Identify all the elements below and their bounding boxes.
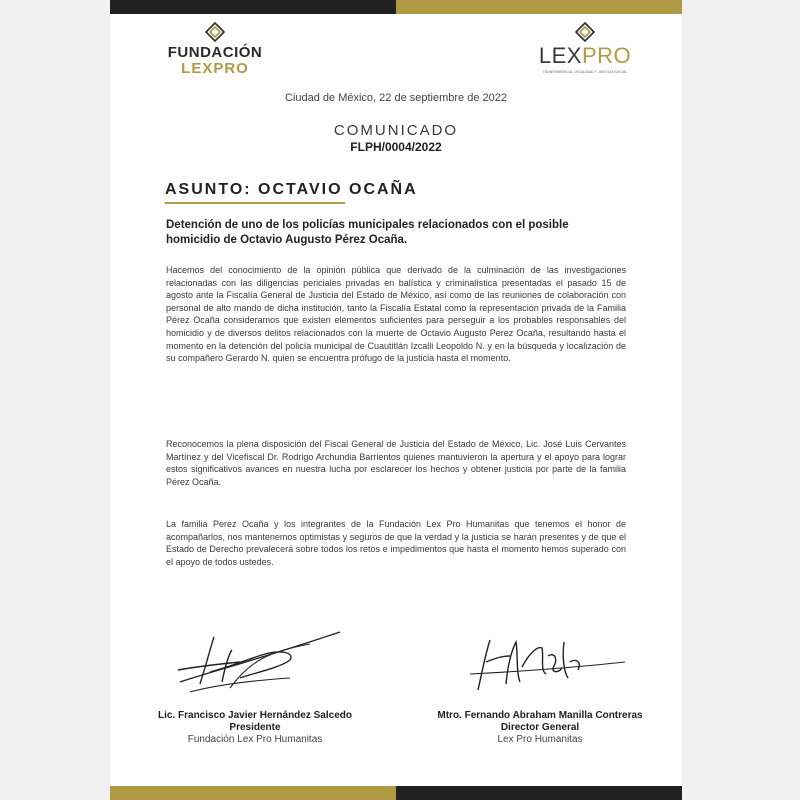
right-logo-part2: PRO bbox=[581, 43, 632, 68]
right-logo-part1: LEX bbox=[538, 43, 582, 68]
signature-block-right bbox=[405, 710, 675, 746]
signer-name-left: Lic. Francisco Javier Hernández Salcedo bbox=[158, 710, 352, 721]
lexpro-logo bbox=[530, 22, 640, 74]
signer-name-right: Mtro. Fernando Abraham Manilla Contreras bbox=[437, 710, 643, 721]
signature-block-left bbox=[120, 710, 390, 746]
document-type: COMUNICADO bbox=[333, 122, 459, 139]
left-logo-line1: FUNDACIÓN bbox=[167, 44, 263, 61]
top-color-bar bbox=[110, 0, 682, 14]
signer-role-left: Presidente bbox=[229, 722, 281, 733]
paragraph-1: Hacemos del conocimiento de la opinión pública que derivado de la culminación de las investigaciones relacionadas con las diligencias periciales privadas en balística y criminalística presentadas el pasado 15 de agosto ante la Fiscalía General de Justicia del Estado de México, así como de las reuniones de colaboración con personal de alto mando de dicha institución, tanto la Fiscalía Estatal como la representación privada de la Familia Pérez Ocaña consideramos que existen elementos suficientes para perseguir a los probables responsables del homicidio y de diversos delitos relacionados con la muerte de Octavio Augusto Perez Ocaña, resultando hasta el momento en la detención del policía municipal de Cuautitlán Izcalli Leopoldo N. y en la búsqueda y localización de su compañero Gerardo N. quien se encuentra prófugo de la justicia hasta el momento. bbox=[166, 265, 626, 364]
document-folio: FLPH/0004/2022 bbox=[350, 140, 442, 154]
left-logo-line2: LEXPRO bbox=[181, 60, 249, 77]
bottom-color-bar bbox=[110, 786, 682, 800]
paragraph-3: La familia Perez Ocaña y los integrantes de la Fundación Lex Pro Humanitas que tenemos el honor de acompañarlos, nos mantenemos optimistas y seguros de que la verdad y la justicia se harán presentes y de que el Estado de Derecho prevalecerá sobre todos los retos e impedimentos que hasta el momento hemos superado con el apoyo de todos ustedes. bbox=[166, 519, 626, 567]
fundacion-logo-icon bbox=[205, 22, 225, 42]
signature-right bbox=[450, 622, 630, 702]
right-logo-wordmark bbox=[530, 44, 640, 68]
paragraph-2: Reconocemos la plena disposición del Fiscal General de Justicia del Estado de México, Lic. José Luis Cervantes Martínez y del Vicefiscal Dr. Rodrigo Archundia Barrientos quienes mantuvieron la apertura y el apoyo para lograr estos significativos avances en nuestra lucha por esclarecer los hechos y obtener justicia por parte de la familia Pérez Ocaña. bbox=[166, 439, 626, 487]
subject-heading: ASUNTO: OCTAVIO OCAÑA bbox=[165, 181, 418, 198]
signer-role-right: Director General bbox=[500, 722, 580, 733]
signer-org-right: Lex Pro Humanitas bbox=[497, 734, 583, 745]
fundacion-lexpro-logo bbox=[160, 22, 270, 76]
right-logo-tagline: TRANSPARENCIA, LEGALIDAD Y JUSTICIA SOCIAL bbox=[542, 70, 628, 74]
signer-org-left: Fundación Lex Pro Humanitas bbox=[187, 734, 323, 745]
subject-underline bbox=[165, 202, 345, 204]
place-date: Ciudad de México, 22 de septiembre de 2022 bbox=[285, 92, 507, 104]
lexpro-logo-icon bbox=[575, 22, 595, 42]
signature-left bbox=[170, 622, 350, 702]
headline: Detención de uno de los policías municipales relacionados con el posible homicidio de Octavio Augusto Pérez Ocaña. bbox=[166, 219, 569, 246]
document-page bbox=[110, 0, 682, 800]
